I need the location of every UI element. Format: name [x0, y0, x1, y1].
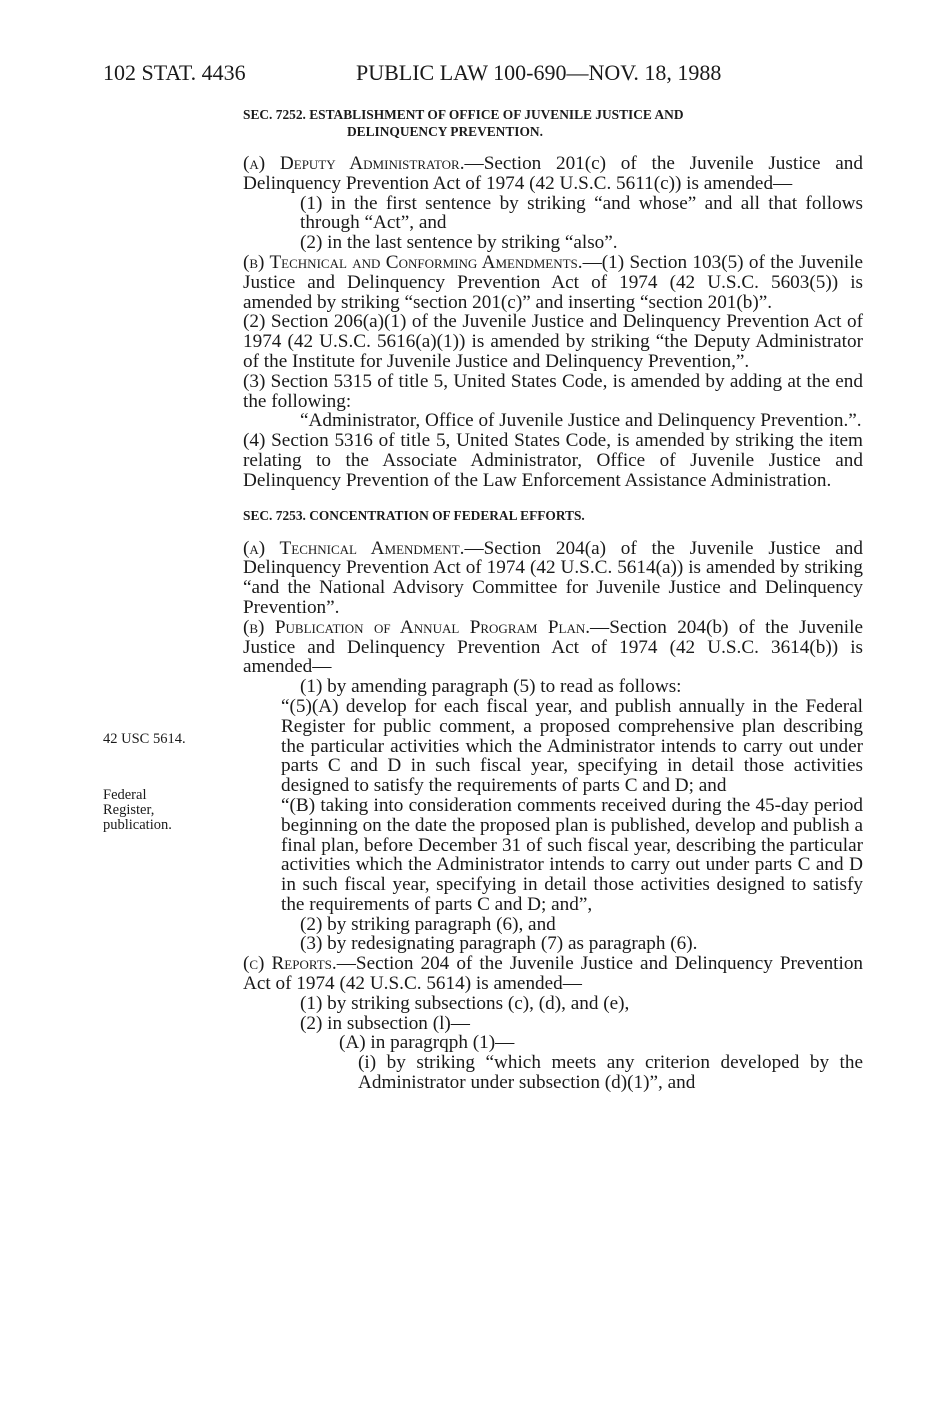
margin-note-line: Federal — [103, 787, 147, 803]
subsection-label: (c) Reports. — [243, 953, 337, 975]
section-7252-b: (b) Technical and Conforming Amendments.—(1) Section 103(5) of the Juvenile Justice and Delinquency Prevention Act of 1974 (42 U.S.C. 5603(5)) is amended by striking “section 201(c)” and inserting “section 201(b)”. — [243, 251, 863, 313]
section-7252-b4: (4) Section 5316 of title 5, United States Code, is amended by striking the item relating to the Associate Administrator, Office of Juvenile Justice and Delinquency Prevention of the Law Enforcement Assistance Administration. — [243, 430, 863, 491]
section-7252-a: (a) Deputy Administrator.—Section 201(c) of the Juvenile Justice and Delinquency Prevention Act of 1974 (42 U.S.C. 5611(c)) is amended— — [243, 153, 863, 194]
section-7252-heading: SEC. 7252. ESTABLISHMENT OF OFFICE OF JUVENILE JUSTICE AND DELINQUENCY PREVENTION. — [243, 107, 684, 139]
margin-note-line: publication. — [103, 817, 172, 833]
section-7253-a: (a) Technical Amendment.—Section 204(a) of the Juvenile Justice and Delinquency Prevention Act of 1974 (42 U.S.C. 5614(a)) is amended by striking “and the National Advisory Committee for Juvenile Justice and Delinquency Prevention”. — [243, 537, 863, 618]
document-body — [243, 106, 863, 1093]
subsection-label: (a) Technical Amendment. — [243, 537, 465, 559]
section-7252-b3-quote: “Administrator, Office of Juvenile Justice and Delinquency Prevention.”. — [300, 410, 862, 432]
section-7253-c2: (2) in subsection (l)— — [300, 1012, 470, 1034]
section-7252-a2: (2) in the last sentence by striking “also”. — [300, 232, 618, 254]
section-7253-c2Ai: (i) by striking “which meets any criterion developed by the Administrator under subsection (d)(1)”, and — [358, 1052, 863, 1094]
margin-note-line: Register, — [103, 802, 155, 818]
section-7252-b2: (2) Section 206(a)(1) of the Juvenile Justice and Delinquency Prevention Act of 1974 (42 U.S.C. 5616(a)(1)) is amended by striking “the Deputy Administrator of the Institute for Juvenile Justice and Delinquency Prevention,”. — [243, 311, 863, 372]
public-law-title: PUBLIC LAW 100-690—NOV. 18, 1988 — [356, 60, 722, 85]
margin-note-usc: 42 USC 5614. — [103, 731, 186, 747]
section-7252-b3: (3) Section 5315 of title 5, United States Code, is amended by adding at the end the following: — [243, 370, 863, 412]
subsection-label: (b) Technical and Conforming Amendments. — [243, 251, 583, 273]
section-7253-c: (c) Reports.—Section 204 of the Juvenile Justice and Delinquency Prevention Act of 1974 (42 U.S.C. 5614) is amended— — [243, 953, 864, 995]
section-7253-c1: (1) by striking subsections (c), (d), and (e), — [300, 992, 630, 1014]
section-7252-a1: (1) in the first sentence by striking “and whose” and all that follows through “Act”, and — [300, 192, 863, 234]
section-7253-b1: (1) by amending paragraph (5) to read as follows: — [300, 676, 682, 698]
section-7253-b2: (2) by striking paragraph (6), and — [300, 913, 556, 935]
section-7253-c2A: (A) in paragrqph (1)— — [339, 1032, 515, 1054]
margin-note-federal-register — [103, 788, 223, 833]
section-7253-b1-quote-b: “(B) taking into consideration comments received during the 45-day period beginning on the date the proposed plan is published, develop and publish a final plan, before December 31 of such fiscal year, describing the particular activities which the Administrator intends to carry out under parts C and D in such fiscal year, specifying in detail those activities designed to satisfy the requirements of parts C and D; and”, — [281, 794, 863, 915]
page-header — [103, 60, 863, 90]
section-7253-heading: SEC. 7253. CONCENTRATION OF FEDERAL EFFORTS. — [243, 507, 585, 523]
subsection-label: (a) Deputy Administrator. — [243, 153, 465, 174]
section-7253-b: (b) Publication of Annual Program Plan.—Section 204(b) of the Juvenile Justice and Delinquency Prevention Act of 1974 (42 U.S.C. 3614(b)) is amended— — [243, 616, 863, 678]
statute-page-number: 102 STAT. 4436 — [103, 60, 246, 85]
subsection-label: (b) Publication of Annual Program Plan. — [243, 616, 591, 638]
section-7253-b3: (3) by redesignating paragraph (7) as paragraph (6). — [300, 933, 698, 955]
section-7253-b1-quote-a: “(5)(A) develop for each fiscal year, and publish annually in the Federal Register for public comment, a proposed comprehensive plan describing the particular activities which the Administrator intends to carry out under parts C and D in such fiscal year, specifying in detail those activities designed to satisfy the requirements of parts C and D; and — [281, 695, 863, 797]
